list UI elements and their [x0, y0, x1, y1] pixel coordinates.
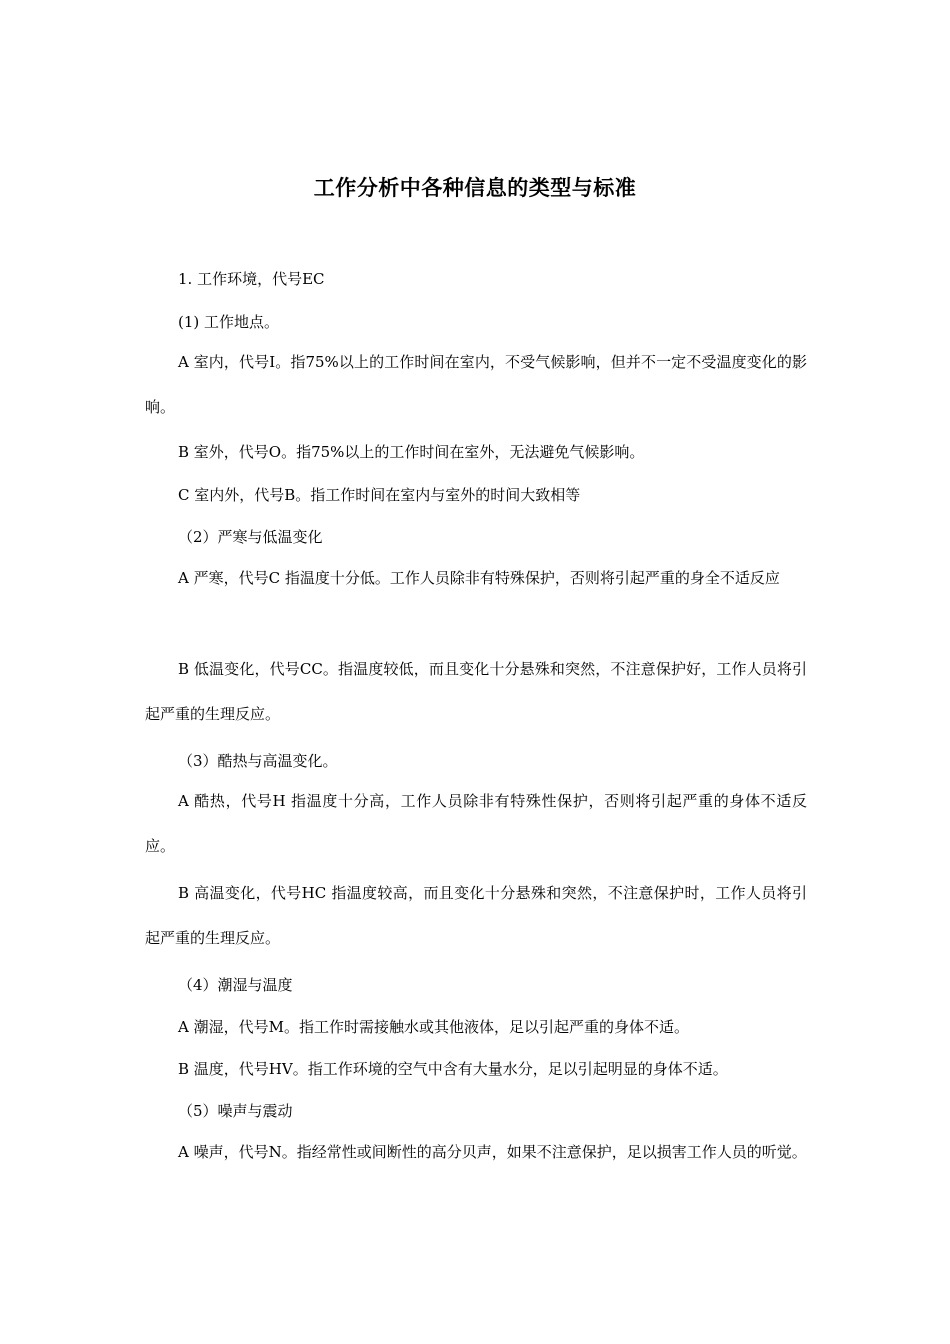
paragraph: A 室内，代号I。指75%以上的工作时间在室内，不受气候影响，但并不一定不受温度变化的影响。 [145, 353, 807, 416]
subsection-heading: （5）噪声与震动 [178, 1102, 293, 1120]
paragraph: B 室外，代号O。指75%以上的工作时间在室外，无法避免气候影响。 [178, 443, 645, 461]
paragraph: A 严寒，代号C 指温度十分低。工作人员除非有特殊保护，否则将引起严重的身全不适反应 [178, 569, 780, 587]
document-title: 工作分析中各种信息的类型与标准 [313, 176, 637, 200]
paragraph: A 噪声，代号N。指经常性或间断性的高分贝声，如果不注意保护，足以损害工作人员的听觉。 [178, 1143, 807, 1161]
paragraph: A 酷热，代号H 指温度十分高，工作人员除非有特殊性保护，否则将引起严重的身体不适反应。 [145, 792, 807, 855]
subsection-heading: （4）潮湿与温度 [178, 976, 293, 994]
section-heading: 1. 工作环境，代号EC [178, 270, 325, 288]
paragraph: B 低温变化，代号CC。指温度较低，而且变化十分悬殊和突然，不注意保护好，工作人员将引起严重的生理反应。 [145, 660, 807, 723]
subsection-heading: （3）酷热与高温变化。 [178, 752, 338, 770]
paragraph: C 室内外，代号B。指工作时间在室内与室外的时间大致相等 [178, 486, 581, 504]
subsection-heading: （2）严寒与低温变化 [178, 528, 323, 546]
paragraph: B 高温变化，代号HC 指温度较高，而且变化十分悬殊和突然，不注意保护时，工作人员将引起严重的生理反应。 [145, 884, 807, 947]
paragraph: A 潮湿，代号M。指工作时需接触水或其他液体，足以引起严重的身体不适。 [178, 1018, 689, 1036]
paragraph: B 温度，代号HV。指工作环境的空气中含有大量水分，足以引起明显的身体不适。 [178, 1060, 728, 1078]
subsection-heading: (1) 工作地点。 [178, 313, 280, 331]
